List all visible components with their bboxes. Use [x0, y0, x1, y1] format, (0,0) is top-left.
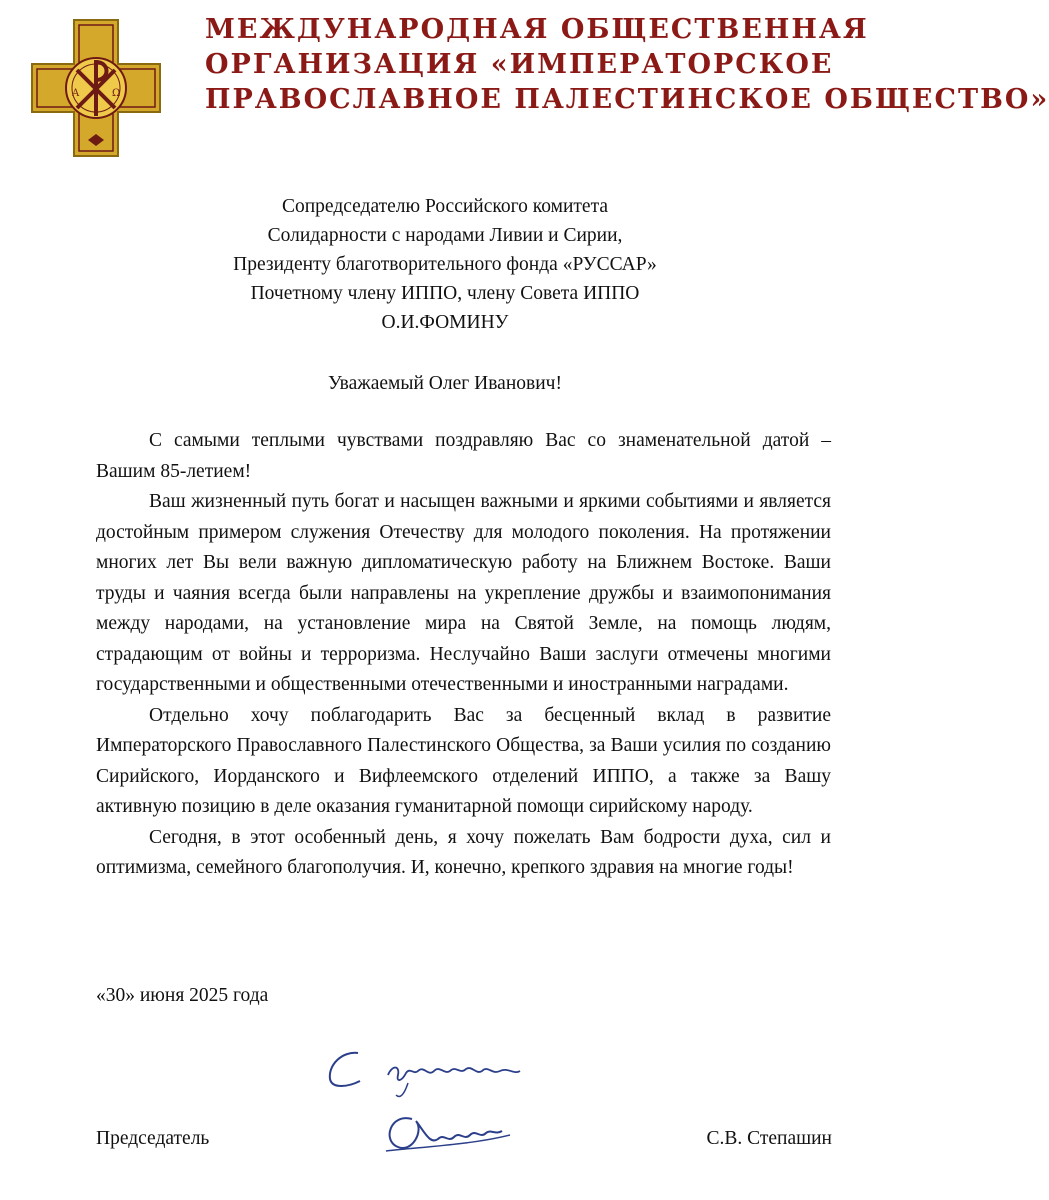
- body-paragraph: Сегодня, в этот особенный день, я хочу пожелать Вам бодрости духа, сил и оптимизма, семейного благополучия. И, конечно, крепкого здравия на многие годы!: [96, 826, 831, 878]
- addressee-line: Солидарности с народами Ливии и Сирии,: [267, 225, 623, 246]
- letter-date: «30» июня 2025 года: [96, 985, 269, 1006]
- addressee-block: [150, 192, 740, 337]
- addressee-name: О.И.ФОМИНУ: [381, 312, 509, 333]
- body-paragraph: Ваш жизненный путь богат и насыщен важными и яркими событиями и является достойным примером служения Отечеству для молодого поколения. На протяжении многих лет Вы вели важную дипломатическую работу на Ближнем Востоке. Ваши труды и чаяния всегда были направлены на укрепление дружбы и взаимопонимания между народами, на установление мира на Святой Земле, на помощь людям, страдающим от войны и терроризма. Неслучайно Ваши заслуги отмечены многими государственными и общественными отечественными и иностранными наградами.: [96, 491, 831, 695]
- greeting: Уважаемый Олег Иванович!: [328, 373, 562, 394]
- society-emblem-logo: [30, 18, 162, 158]
- letter-body: [96, 426, 831, 884]
- svg-text:Ω: Ω: [112, 88, 121, 99]
- handwritten-signature: [320, 1035, 580, 1175]
- addressee-line: Почетному члену ИППО, члену Совета ИППО: [250, 283, 640, 304]
- org-title-line: МЕЖДУНАРОДНАЯ ОБЩЕСТВЕННАЯ: [205, 14, 869, 45]
- body-paragraph: Отдельно хочу поблагодарить Вас за бесценный вклад в развитие Императорского Православного Палестинского Общества, за Ваши усилия по созданию Сирийского, Иорданского и Вифлеемского отделений ИППО, а также за Вашу активную позицию в деле оказания гуманитарной помощи сирийскому народу.: [96, 704, 831, 817]
- addressee-line: Сопредседателю Российского комитета: [281, 196, 608, 217]
- body-paragraph: С самыми теплыми чувствами поздравляю Вас со знаменательной датой – Вашим 85-летием!: [96, 430, 831, 482]
- signer-name: С.В. Степашин: [706, 1128, 832, 1149]
- signer-position: Председатель: [96, 1128, 210, 1149]
- org-title-line: ПРАВОСЛАВНОЕ ПАЛЕСТИНСКОЕ ОБЩЕСТВО»: [205, 84, 1049, 115]
- org-title-line: ОРГАНИЗАЦИЯ «ИМПЕРАТОРСКОЕ: [205, 49, 834, 80]
- addressee-line: Президенту благотворительного фонда «РУССАР»: [233, 254, 657, 275]
- organization-title: [205, 12, 1049, 117]
- svg-text:Α: Α: [72, 88, 80, 99]
